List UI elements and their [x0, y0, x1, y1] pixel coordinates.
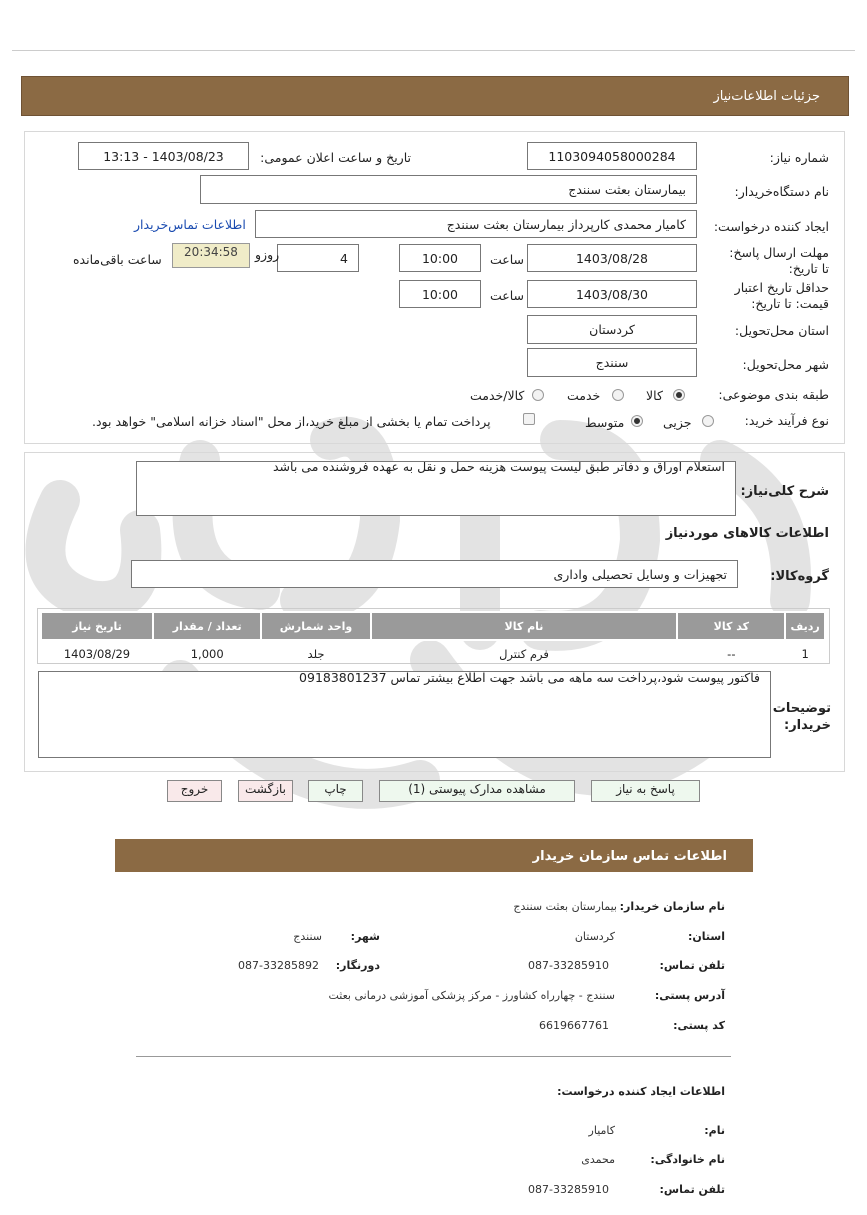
treasury-payment-note: پرداخت تمام یا بخشی از مبلغ خرید،از محل "اسناد خزانه اسلامی" خواهد بود. — [92, 414, 491, 429]
cell-date: 1403/08/29 — [63, 647, 131, 661]
announce-label: تاریخ و ساعت اعلان عمومی: — [260, 150, 411, 165]
need-number-field: 1103094058000284 — [527, 142, 697, 170]
validity-time-label: ساعت — [490, 288, 525, 303]
col-row: ردیف — [785, 612, 825, 640]
announce-field: 1403/08/23 - 13:13 — [78, 142, 249, 170]
contact-phone-label: تلفن تماس: — [659, 959, 725, 972]
cell-name: فرم کنترل — [499, 647, 549, 661]
contact-phone-value: 087-33285910 — [528, 959, 609, 972]
validity-time-field: 10:00 — [399, 280, 481, 308]
validity-label: حداقل تاریخ اعتبار قیمت: تا تاریخ: — [734, 280, 829, 311]
creator-name-value: کامیار — [588, 1124, 615, 1137]
exit-button[interactable]: خروج — [167, 780, 222, 802]
city-label: شهر محل‌تحویل: — [742, 357, 829, 372]
goods-table-header — [41, 612, 825, 640]
goods-section-title: اطلاعات کالاهای موردنیاز — [665, 526, 829, 541]
print-button[interactable]: چاپ — [308, 780, 363, 802]
contact-org-label: نام سازمان خریدار: — [619, 900, 725, 913]
category-service-label: خدمت — [567, 388, 601, 403]
buyer-notes-field: فاکتور پیوست شود،پرداخت سه ماهه می باشد جهت اطلاع بیشتر تماس 09183801237 — [38, 671, 771, 758]
reply-button[interactable]: پاسخ به نیاز — [591, 780, 700, 802]
province-label: استان محل‌تحویل: — [734, 323, 829, 338]
summary-field: استعلام اوراق و دفاتر طبق لیست پیوست هزینه حمل و نقل به عهده فروشنده می باشد — [136, 461, 736, 516]
city-field: سنندج — [527, 348, 697, 377]
contact-address-label: آدرس پستی: — [654, 989, 725, 1002]
need-number-label: شماره نیاز: — [769, 150, 829, 165]
view-documents-button[interactable]: مشاهده مدارک پیوستی (1) — [379, 780, 575, 802]
contact-city-value: سنندج — [293, 930, 322, 943]
goods-group-field: تجهیزات و وسایل تحصیلی واداری — [131, 560, 738, 588]
deadline-date-field: 1403/08/28 — [527, 244, 697, 272]
col-date: تاریخ نیاز — [41, 612, 153, 640]
province-field: کردستان — [527, 315, 697, 344]
contact-address-value: سنندج - چهارراه کشاورز - مرکز پزشکی آموزشی درمانی بعثت — [328, 989, 615, 1002]
process-radio-medium[interactable] — [631, 415, 643, 427]
contact-province-value: کردستان — [574, 930, 615, 943]
contact-divider — [136, 1056, 731, 1057]
page-header — [21, 76, 849, 116]
buyer-notes-label: توضیحات خریدار: — [772, 701, 831, 733]
goods-group-label: گروه‌کالا: — [770, 569, 829, 584]
category-goods-label: کالا — [646, 388, 663, 403]
cell-code: -- — [727, 647, 736, 661]
deadline-label: مهلت ارسال پاسخ: تا تاریخ: — [729, 245, 829, 276]
deadline-time-label: ساعت — [490, 252, 525, 267]
cell-unit: جلد — [307, 647, 325, 661]
col-code: کد کالا — [677, 612, 785, 640]
contact-org-value: بیمارستان بعثت سنندج — [513, 900, 617, 913]
countdown-timer: 20:34:58 — [172, 243, 250, 268]
contact-fax-label: دورنگار: — [335, 959, 380, 972]
col-unit: واحد شمارش — [261, 612, 370, 640]
category-label: طبقه بندی موضوعی: — [718, 387, 829, 402]
buyer-org-label: نام دستگاه‌خریدار: — [734, 184, 829, 199]
contact-title: اطلاعات تماس سازمان خریدار — [532, 849, 727, 864]
col-qty: تعداد / مقدار — [153, 612, 262, 640]
creator-phone-value: 087-33285910 — [528, 1183, 609, 1196]
treasury-payment-checkbox[interactable] — [523, 413, 535, 425]
goods-table — [40, 611, 826, 667]
process-label: نوع فرآیند خرید: — [744, 413, 829, 428]
contact-header — [115, 839, 753, 872]
category-both-label: کالا/خدمت — [470, 388, 525, 403]
creator-field: کامیار محمدی کارپرداز بیمارستان بعثت سنندج — [255, 210, 697, 238]
cell-qty: 1,000 — [190, 647, 224, 661]
process-radio-minor[interactable] — [702, 415, 714, 427]
contact-fax-value: 087-33285892 — [238, 959, 319, 972]
category-radio-service[interactable] — [612, 389, 624, 401]
summary-label: شرح کلی‌نیاز: — [740, 484, 829, 499]
contact-postal-label: کد پستی: — [673, 1019, 725, 1032]
creator-family-value: محمدی — [581, 1153, 615, 1166]
creator-name-label: نام: — [704, 1124, 725, 1137]
buyer-org-field: بیمارستان بعثت سنندج — [200, 175, 697, 204]
category-radio-goods[interactable] — [673, 389, 685, 401]
deadline-time-field: 10:00 — [399, 244, 481, 272]
process-medium-label: متوسط — [585, 415, 625, 430]
process-minor-label: جزیی — [663, 415, 692, 430]
top-divider — [12, 50, 855, 51]
back-button[interactable]: بازگشت — [238, 780, 293, 802]
contact-postal-value: 6619667761 — [539, 1019, 609, 1032]
remaining-label: ساعت باقی‌مانده — [73, 252, 162, 267]
contact-province-label: استان: — [688, 930, 725, 943]
table-row — [41, 640, 825, 667]
days-field: 4 — [277, 244, 359, 272]
contact-city-label: شهر: — [350, 930, 380, 943]
creator-info-title: اطلاعات ایجاد کننده درخواست: — [557, 1085, 725, 1098]
creator-label: ایجاد کننده درخواست: — [713, 219, 829, 234]
col-name: نام کالا — [371, 612, 678, 640]
creator-family-label: نام خانوادگی: — [650, 1153, 725, 1166]
validity-date-field: 1403/08/30 — [527, 280, 697, 308]
days-label: روزو — [255, 247, 280, 262]
category-radio-both[interactable] — [532, 389, 544, 401]
buyer-contact-link[interactable]: اطلاعات تماس‌خریدار — [134, 217, 246, 232]
cell-row: 1 — [801, 647, 809, 661]
page-title: جزئیات اطلاعات‌نیاز — [713, 89, 820, 104]
creator-phone-label: تلفن تماس: — [659, 1183, 725, 1196]
